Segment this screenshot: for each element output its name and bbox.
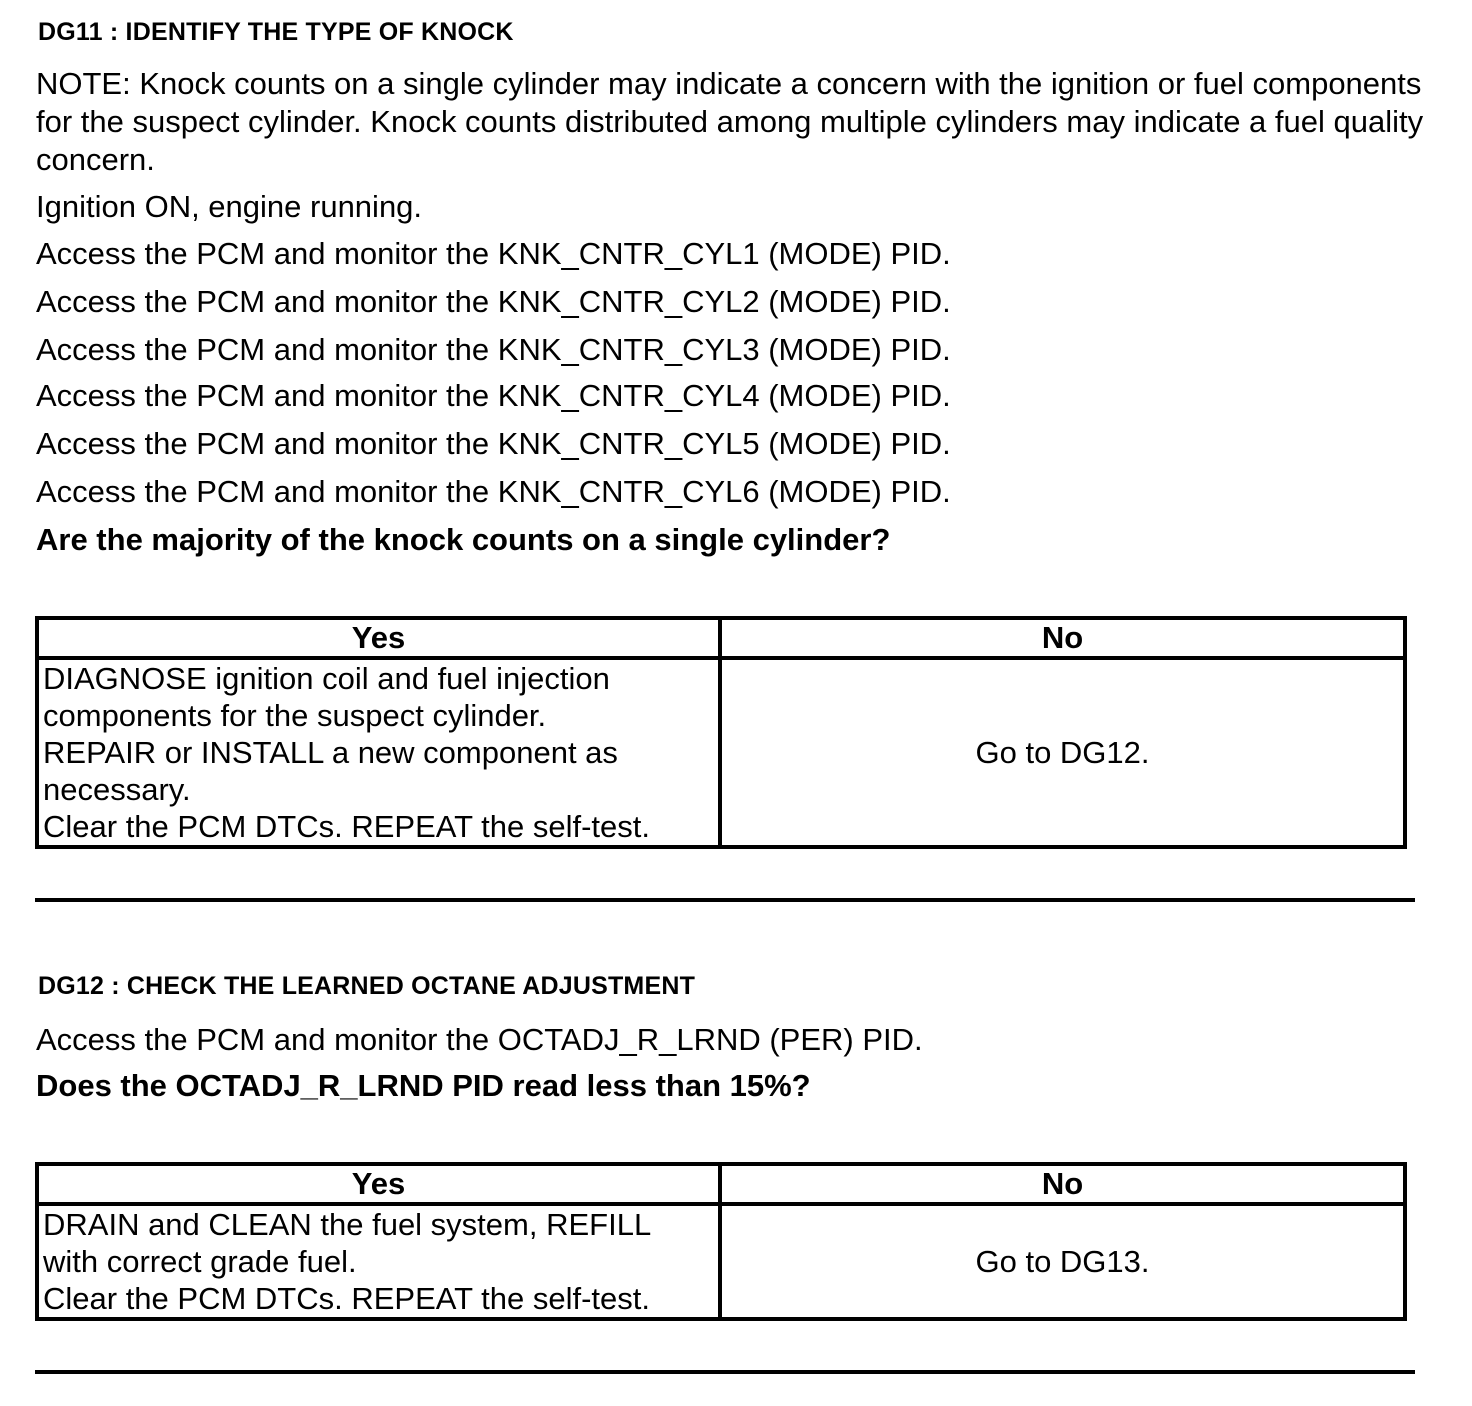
dg11-step-3: Access the PCM and monitor the KNK_CNTR_CYL2 (MODE) PID. — [36, 284, 951, 319]
dg11-yes-line-3: REPAIR or INSTALL a new component as — [43, 735, 618, 770]
dg11-yes-cell — [37, 658, 720, 847]
dg12-step-1: Access the PCM and monitor the OCTADJ_R_LRND (PER) PID. — [36, 1022, 923, 1057]
dg12-no-header: No — [720, 1164, 1405, 1204]
dg12-yes-line-2: with correct grade fuel. — [43, 1244, 357, 1279]
dg11-question: Are the majority of the knock counts on a single cylinder? — [36, 522, 891, 557]
bottom-divider — [35, 1370, 1415, 1374]
dg11-decision-table — [35, 616, 1407, 849]
dg12-yes-header: Yes — [37, 1164, 720, 1204]
dg11-yes-line-1: DIAGNOSE ignition coil and fuel injection — [43, 661, 610, 696]
dg11-yes-line-5: Clear the PCM DTCs. REPEAT the self-test. — [43, 809, 650, 844]
dg12-no-cell — [720, 1204, 1405, 1319]
dg11-step-7: Access the PCM and monitor the KNK_CNTR_CYL6 (MODE) PID. — [36, 474, 951, 509]
dg11-step-2: Access the PCM and monitor the KNK_CNTR_CYL1 (MODE) PID. — [36, 236, 951, 271]
section-divider — [35, 898, 1415, 902]
dg11-step-4: Access the PCM and monitor the KNK_CNTR_CYL3 (MODE) PID. — [36, 332, 951, 367]
dg12-title: DG12 : CHECK THE LEARNED OCTANE ADJUSTMENT — [38, 972, 696, 1000]
dg11-yes-header: Yes — [37, 618, 720, 658]
dg11-yes-line-4: necessary. — [43, 772, 191, 807]
dg11-step-1: Ignition ON, engine running. — [36, 189, 423, 224]
dg12-yes-line-3: Clear the PCM DTCs. REPEAT the self-test. — [43, 1281, 650, 1316]
dg11-title: DG11 : IDENTIFY THE TYPE OF KNOCK — [38, 18, 514, 46]
dg11-yes-line-2: components for the suspect cylinder. — [43, 698, 547, 733]
dg12-decision-table — [35, 1162, 1407, 1321]
dg12-goto-link[interactable]: Go to DG13. — [975, 1243, 1150, 1279]
dg11-no-cell — [720, 658, 1405, 847]
dg11-no-header: No — [720, 618, 1405, 658]
dg12-yes-cell — [37, 1204, 720, 1319]
dg11-step-5: Access the PCM and monitor the KNK_CNTR_CYL4 (MODE) PID. — [36, 378, 951, 413]
dg12-yes-line-1: DRAIN and CLEAN the fuel system, REFILL — [43, 1207, 652, 1242]
dg12-question: Does the OCTADJ_R_LRND PID read less than 15%? — [36, 1068, 811, 1103]
dg11-note: NOTE: Knock counts on a single cylinder may indicate a concern with the ignition or fuel components for the suspect cylinder. Knock counts distributed among multiple cylinders may indicate a fuel quality concern. — [36, 66, 1424, 177]
dg11-goto-link[interactable]: Go to DG12. — [975, 734, 1150, 770]
dg11-step-6: Access the PCM and monitor the KNK_CNTR_CYL5 (MODE) PID. — [36, 426, 951, 461]
